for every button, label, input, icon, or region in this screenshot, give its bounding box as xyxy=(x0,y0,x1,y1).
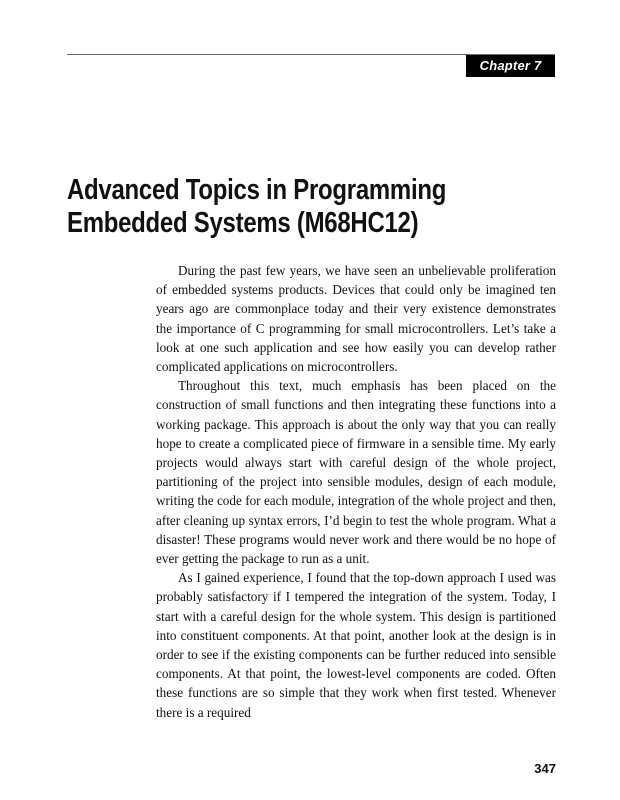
chapter-title-line-1: Advanced Topics in Programming xyxy=(67,174,447,206)
chapter-title xyxy=(67,174,462,240)
body-text xyxy=(156,261,556,722)
chapter-title-line-2: Embedded Systems (M68HC12) xyxy=(67,207,419,239)
paragraph-2: Throughout this text, much emphasis has been placed on the construction of small functions and then integrating these functions into a working package. This approach is about the only way that you can really hope to create a complicated piece of firmware in a sensible time. My early projects would always start with careful design of the whole project, partitioning of the project into sensible modules, design of each module, writing the code for each module, integration of the whole project and then, after cleaning up syntax errors, I’d begin to test the whole program. What a disaster! These programs would never work and there would be no hope of ever getting the package to run as a unit. xyxy=(156,378,556,567)
page-number: 347 xyxy=(534,761,556,776)
paragraph-3: As I gained experience, I found that the top-down approach I used was probably satisfactory if I tempered the integration of the system. Today, I start with a careful design for the whole system. This design is partitioned into constituent components. At that point, another look at the design is in order to see if the existing components can be further reduced into sensible components. At that point, the lowest-level components are coded. Often these functions are so simple that they work when first tested. Whenever there is a required xyxy=(156,570,556,720)
chapter-label: Chapter 7 xyxy=(466,55,555,77)
paragraph-1: During the past few years, we have seen an unbelievable proliferation of embedded systems products. Devices that could only be imagined ten years ago are commonplace today and their very existence demonstrates the importance of C programming for small microcontrollers. Let’s take a look at one such application and see how easily you can develop rather complicated applications on microcontrollers. xyxy=(156,263,556,375)
